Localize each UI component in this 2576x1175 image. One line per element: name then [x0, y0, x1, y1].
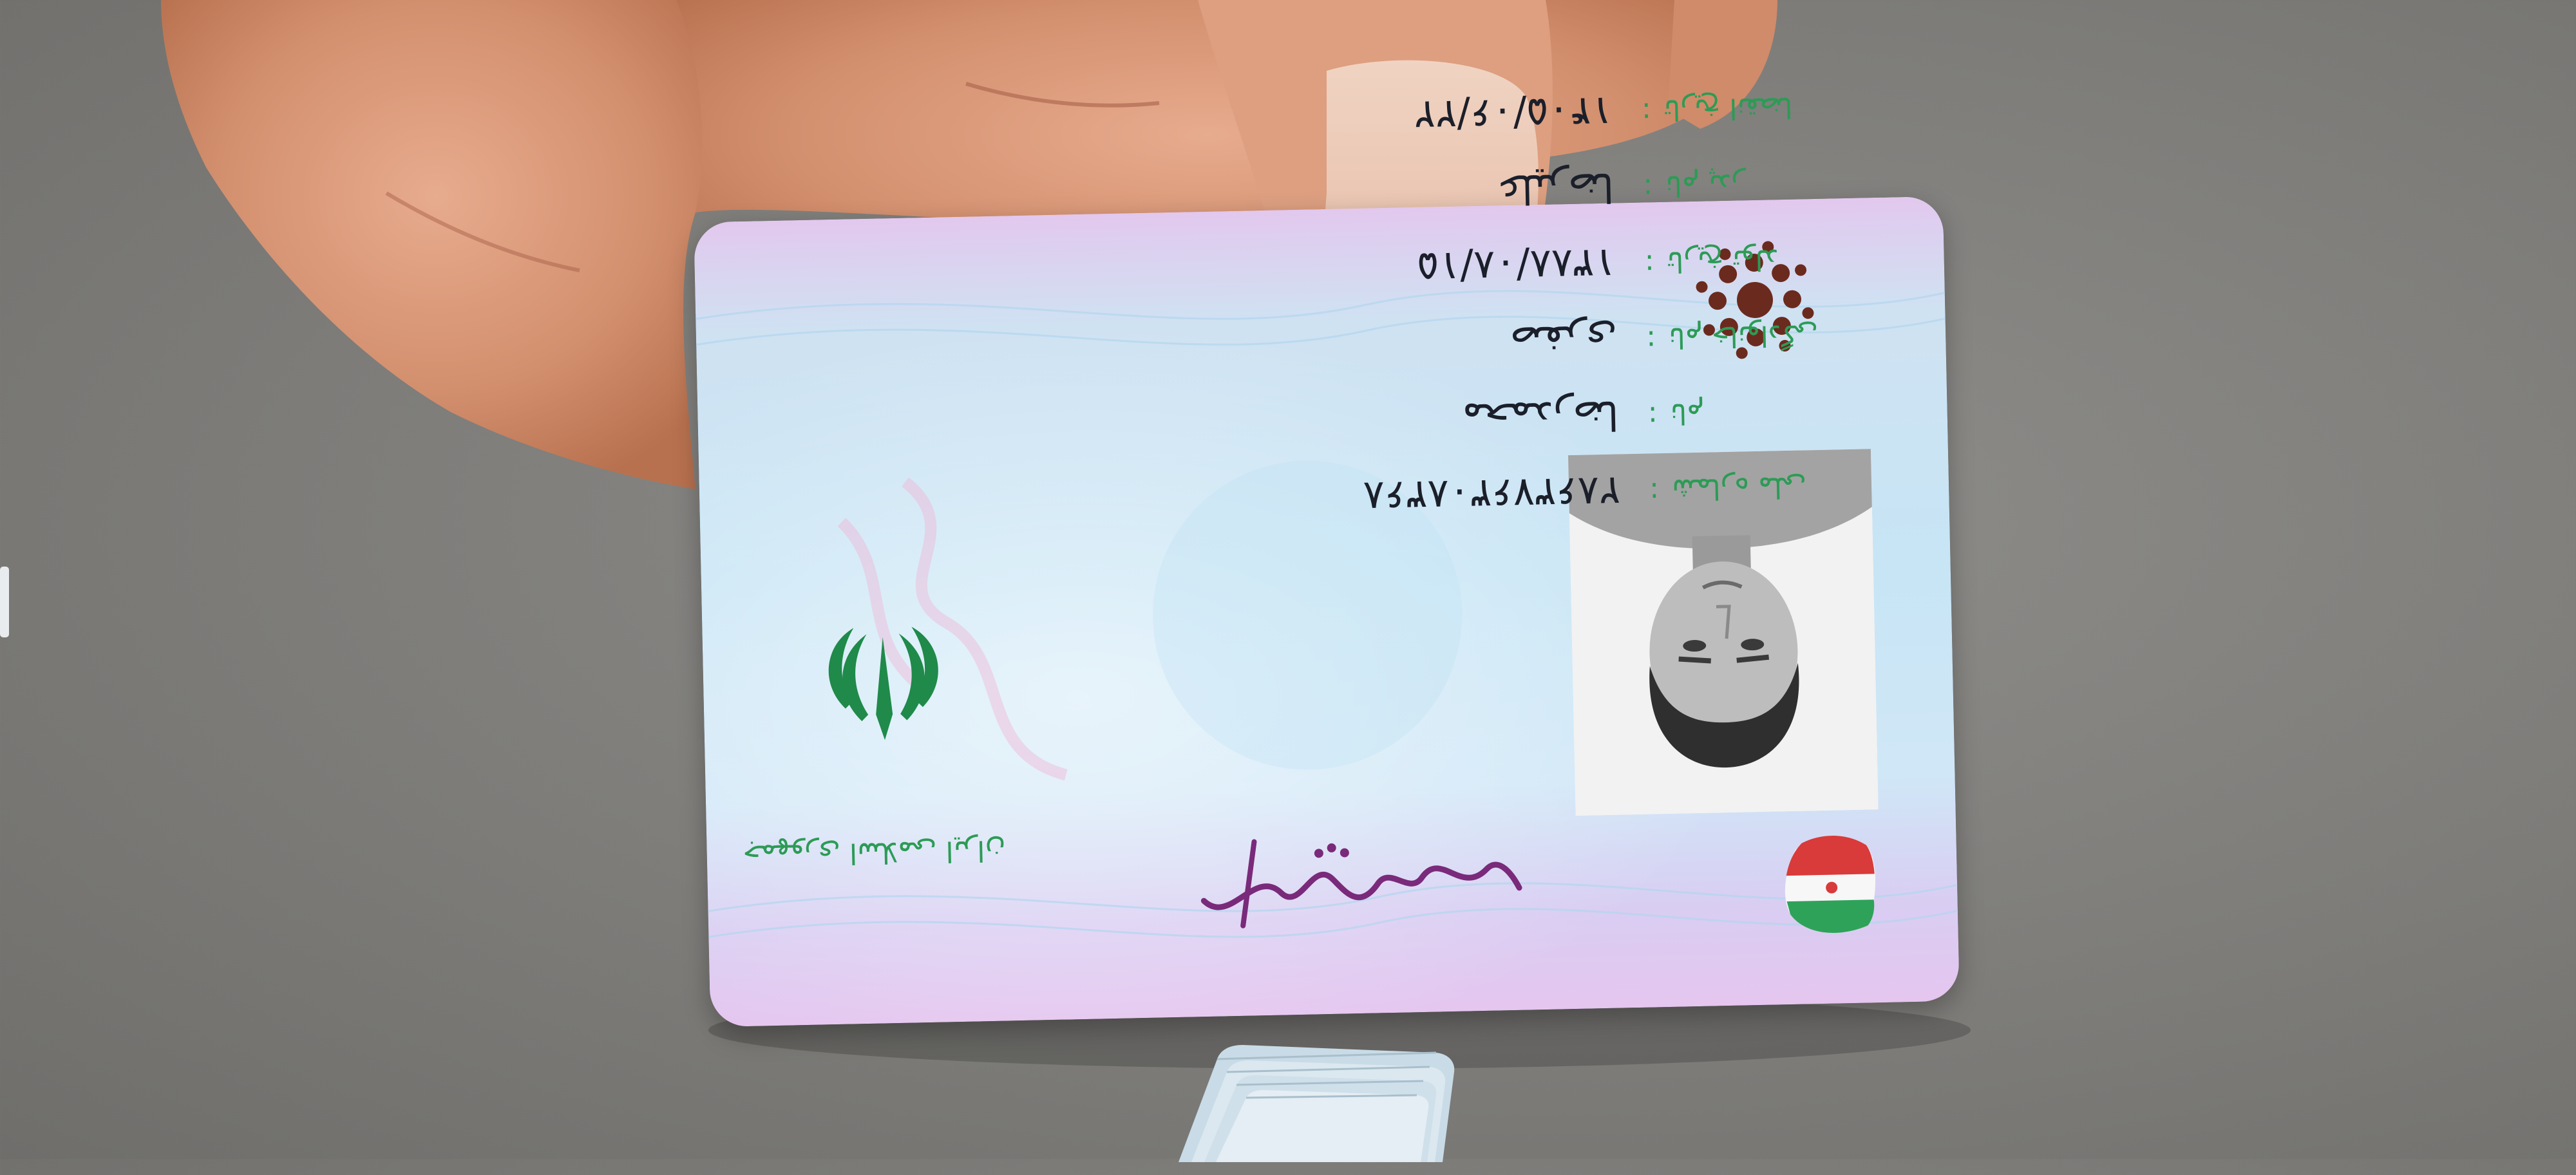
field-label: تاریخ انقضا — [1663, 90, 1794, 126]
field-value: علیرضا — [1496, 164, 1615, 214]
field-row-last-name: نام خانوادگی : صفری — [1243, 285, 1888, 375]
card-face — [694, 88, 1960, 1027]
map-flag-logo — [1769, 822, 1894, 947]
field-row-expiry-date: تاریخ انقضا : ۱۴۰۵/۰۶/۲۲ — [1238, 57, 1883, 147]
card-stack — [1140, 1033, 1475, 1175]
field-value: ۱۳۸۸/۰۸/۱۵ — [1416, 240, 1616, 291]
palm-shape — [161, 0, 710, 489]
field-value: ۲۸۶۳۷۶۳۰۸۳۶۸ — [1362, 467, 1621, 520]
field-value: ۱۴۰۵/۰۶/۲۲ — [1413, 88, 1613, 139]
issuer-text: جمهوری اسلامی ایران — [743, 833, 1007, 872]
field-value: صفری — [1509, 315, 1618, 365]
field-row-national-id: شماره ملی : ۲۸۶۳۷۶۳۰۸۳۶۸ — [1246, 437, 1891, 527]
field-row-father-name: نام پدر : علیرضا — [1240, 133, 1885, 223]
field-value: محمدرضا — [1461, 391, 1620, 442]
field-label: نام — [1670, 396, 1705, 430]
field-label: نام خانوادگی — [1668, 317, 1819, 354]
field-row-first-name: نام : محمدرضا — [1244, 361, 1889, 451]
card-fields — [1238, 57, 1891, 527]
official-signature — [1177, 816, 1540, 940]
field-label: نام پدر — [1665, 167, 1746, 202]
field-label: شماره ملی — [1671, 470, 1807, 506]
state-emblem-icon — [815, 616, 952, 754]
field-label: تاریخ تولد — [1667, 243, 1779, 278]
field-row-birth-date: تاریخ تولد : ۱۳۸۸/۰۸/۱۵ — [1241, 209, 1886, 299]
national-id-card[interactable] — [694, 88, 1960, 1027]
